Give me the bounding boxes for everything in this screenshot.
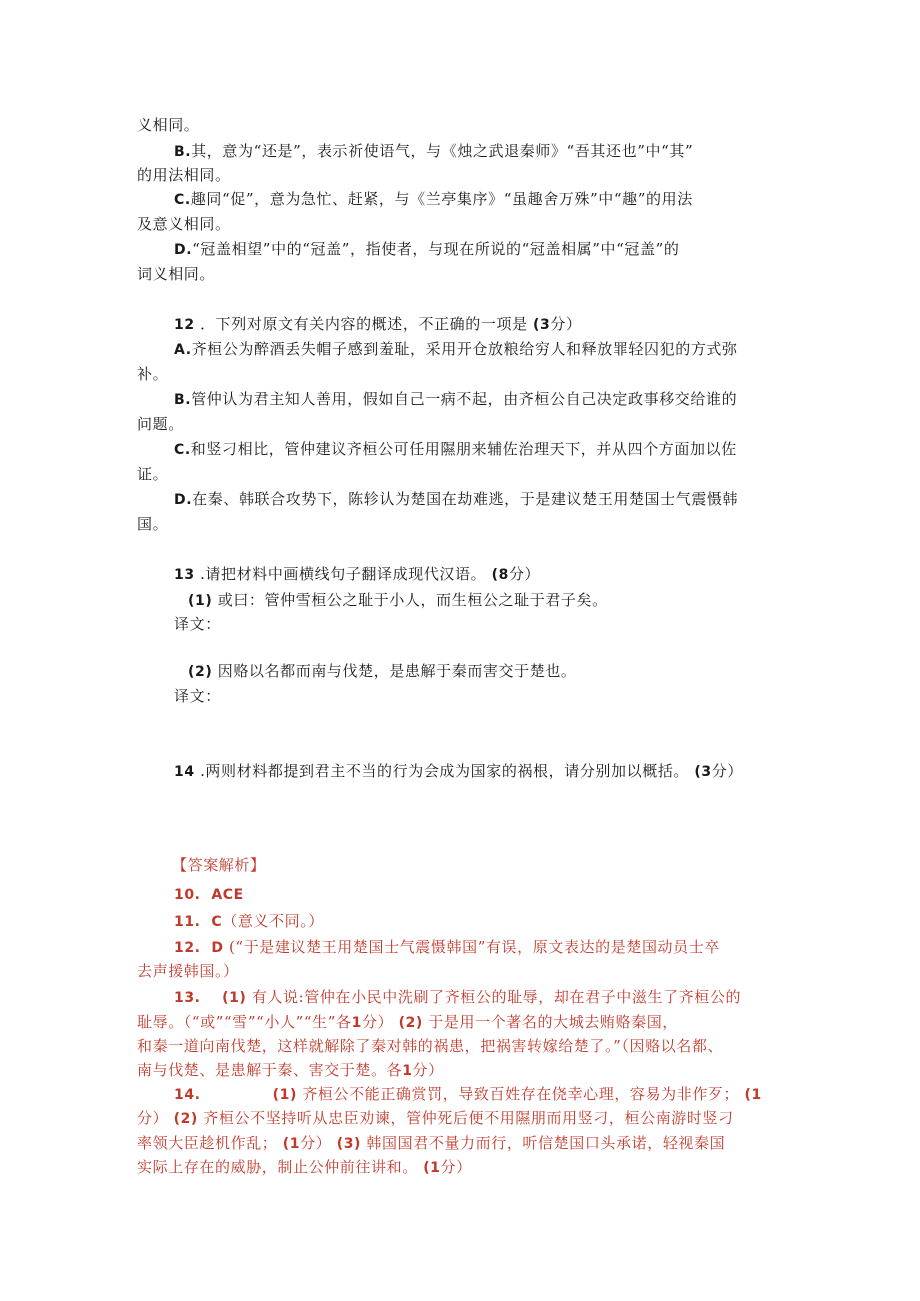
q12-option-a-cont: 补。 — [137, 365, 169, 383]
q12-stem: 12 ．下列对原文有关内容的概述，不正确的一项是 (3分） — [174, 315, 582, 333]
q12-option-d: D.在秦、韩联合攻势下，陈轸认为楚国在劫难逃，于是建议楚王用楚国士气震慑韩 — [174, 490, 739, 508]
answer-12-cont: 去声援韩国。） — [137, 962, 239, 980]
answer-14-line-3: 率领大臣趁机作乱； (1分） (3) 韩国国君不量力而行，听信楚国口头承诺，轻视秦国 — [137, 1134, 726, 1152]
answer-14-line-1: 14. (1) 齐桓公不能正确赏罚，导致百姓存在侥幸心理，容易为非作歹； (1 — [174, 1085, 762, 1103]
answer-13-line-1: 13. (1) 有人说:管仲在小民中洗刷了齐桓公的耻辱，却在君子中滋生了齐桓公的 — [174, 988, 742, 1006]
q13-sentence-2: (2) 因赂以名都而南与伐楚，是患解于秦而害交于楚也。 — [188, 662, 577, 680]
q11-option-c-cont: 及意义相同。 — [137, 215, 231, 233]
q14-stem: 14 .两则材料都提到君主不当的行为会成为国家的祸根，请分别加以概括。 (3分） — [174, 762, 743, 780]
q11-option-b: B.其，意为“还是”，表示祈使语气，与《烛之武退秦师》“吾其还也”中“其” — [174, 142, 694, 160]
q11-a-continuation: 义相同。 — [137, 116, 200, 134]
q12-option-b: B.管仲认为君主知人善用，假如自己一病不起，由齐桓公自己决定政事移交给谁的 — [174, 390, 738, 408]
q13-stem: 13 .请把材料中画横线句子翻译成现代汉语。 (8分） — [174, 565, 541, 583]
q12-option-c-cont: 证。 — [137, 465, 169, 483]
answer-14-line-4: 实际上存在的威胁，制止公仲前往讲和。 (1分） — [137, 1158, 472, 1176]
q12-option-c: C.和竖刁相比，管仲建议齐桓公可任用隰朋来辅佐治理天下，并从四个方面加以佐 — [174, 440, 737, 458]
q13-translation-2-label: 译文： — [174, 687, 221, 705]
answer-14-line-2: 分） (2) 齐桓公不坚持听从忠臣劝谏，管仲死后便不用隰朋而用竖刁，桓公南游时竖刁 — [137, 1109, 734, 1127]
q13-translation-1-label: 译文： — [174, 615, 221, 633]
answer-10: 10. ACE — [174, 887, 244, 903]
q12-option-a: A.齐桓公为醉酒丢失帽子感到羞耻，采用开仓放粮给穷人和释放罪轻囚犯的方式弥 — [174, 340, 738, 358]
answer-13-line-2: 耻辱。（“或”“雪”“小人”“生”各1分） (2) 于是用一个著名的大城去贿赂秦国， — [137, 1013, 678, 1031]
answer-11: 11. C（意义不同。） — [174, 912, 324, 930]
q11-option-c: C.趣同“促”，意为急忙、赶紧，与《兰亭集序》“虽趣舍万殊”中“趣”的用法 — [174, 190, 693, 208]
answer-13-line-3: 和秦一道向南伐楚，这样就解除了秦对韩的祸患，把祸害转嫁给楚了。”（因赂以名都、 — [137, 1037, 724, 1055]
q11-option-b-cont: 的用法相同。 — [137, 166, 231, 184]
q13-sentence-1: (1) 或曰：管仲雪桓公之耻于小人，而生桓公之耻于君子矣。 — [188, 591, 608, 609]
answers-heading: 【答案解析】 — [172, 856, 266, 874]
q12-option-b-cont: 问题。 — [137, 415, 184, 433]
answer-13-line-4: 南与伐楚、是患解于秦、害交于楚。各1分） — [137, 1061, 444, 1079]
q11-option-d: D.“冠盖相望”中的“冠盖”，指使者，与现在所说的“冠盖相属”中“冠盖”的 — [174, 240, 680, 258]
answer-12: 12. D (“于是建议楚王用楚国士气震慑韩国”有误，原文表达的是楚国动员士卒 — [174, 938, 720, 956]
q11-option-d-cont: 词义相同。 — [137, 265, 216, 283]
q12-option-d-cont: 国。 — [137, 515, 169, 533]
